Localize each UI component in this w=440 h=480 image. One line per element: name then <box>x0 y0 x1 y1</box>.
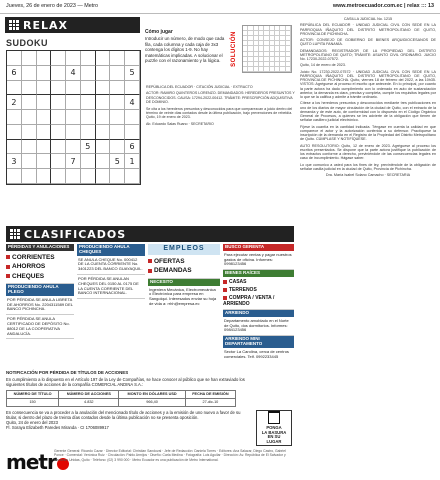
jobs-bullets <box>148 255 220 279</box>
metro-logo: metr <box>6 450 69 474</box>
sudoku-cell <box>96 66 111 81</box>
realestate-bullets <box>223 277 294 310</box>
notice-signature: Fl. Soraya Elizabeth Paredes Miranda · CI 1706089917 <box>6 425 109 430</box>
page-footer <box>6 448 294 476</box>
sudoku-cell <box>96 95 111 110</box>
sudoku-cell <box>22 154 37 169</box>
legal-paragraph: CASILLA JUDICIAL No. 1215 <box>343 17 393 21</box>
sudoku-cell: 4 <box>66 66 81 81</box>
sudoku-cell: 4 <box>125 95 140 110</box>
classified-ad: POR PÉRDIDA SE ANULAN CHEQUES DEL 0150 AL 0175 DE LA CUENTA CORRIENTE DEL BANCO INTERNACIONAL. <box>77 275 145 299</box>
sudoku-cell <box>81 110 96 125</box>
sudoku-cell <box>110 81 125 96</box>
empleos-heading: EMPLEOS <box>148 244 220 255</box>
notice-date: Quito, 24 de enero del 2023 <box>6 420 58 425</box>
bullet-item: OFERTAS <box>148 257 220 267</box>
notice-intro: En cumplimiento a lo dispuesto en el Artículo 197 de la Ley de Compañías, se hace conocer al público que se han extraviado los siguientes títulos de acciones de la compañía COMERCIAL ANDINA S.A.: <box>6 377 245 387</box>
legal-paragraph: REPÚBLICA DEL ECUADOR · UNIDAD JUDICIAL CIVIL CON SEDE EN LA PARROQUIA IÑAQUITO DEL DISTRITO METROPOLITANO DE QUITO, PROVINCIA DE PICHINCHA. <box>300 23 436 36</box>
howto-box <box>145 30 225 63</box>
sudoku-cell <box>37 51 52 66</box>
sudoku-cell <box>51 81 66 96</box>
citation-line: Ab. Eduardo Salas Ruano · SECRETARIO <box>146 121 214 126</box>
sudoku-cell <box>96 169 111 184</box>
header-site: www.metroecuador.com.ec | relax ::: 13 <box>332 3 434 9</box>
sudoku-cell <box>22 110 37 125</box>
table-cell: 150 <box>7 399 59 407</box>
table-cell: 4.832 <box>59 399 119 407</box>
cheques-heading: PRODUCIENDO AHULA CHEQUES <box>77 244 145 256</box>
sudoku-cell: 3 <box>7 154 22 169</box>
header-date: Jueves, 26 de enero de 2023 — Metro <box>6 3 98 9</box>
citation-line: REPÚBLICA DEL ECUADOR · CITACIÓN JUDICIAL · EXTRACTO <box>146 85 253 89</box>
notice-title: NOTIFICACIÓN POR PÉRDIDA DE TÍTULOS DE ACCIONES <box>6 370 129 375</box>
sudoku-cell: 7 <box>66 154 81 169</box>
sudoku-cell <box>110 51 125 66</box>
sudoku-cell <box>37 95 52 110</box>
bullet-icon <box>223 296 227 300</box>
citation-notice <box>146 85 296 128</box>
legal-paragraph: ACTOR: CONSEJO DE GOBIERNO DE BIENES ARQUIDIOCESANOS DE QUITO LUPITA FANANÍA. <box>300 38 436 47</box>
citation-line: ACTOR: RAMIRO QUINTEROS LORENZO. DEMANDADOS: HEREDEROS PRESUNTOS Y DESCONOCIDOS. CAUSA: 17294-2022-00412. TRÁMITE: PRESCRIPCIÓN ADQUISITIVA DE DOMINIO. <box>146 91 295 105</box>
poster-text: PONGA LA BASURA EN SU LUGAR <box>261 424 287 445</box>
arriendo-heading: ARRIENDO <box>223 310 294 317</box>
sudoku-cell <box>96 51 111 66</box>
column-header: NÚMERO DE TÍTULO <box>7 391 59 399</box>
sudoku-cell <box>7 110 22 125</box>
sudoku-cell <box>51 125 66 140</box>
page-header <box>0 0 440 14</box>
sudoku-cell <box>110 140 125 155</box>
bullet-icon <box>6 255 10 259</box>
column-header: MONTO EN DÓLARES USD <box>119 391 185 399</box>
solution-grid <box>242 25 292 73</box>
legal-signature: Dra. María Isabel Solano Camacho · SECRETARIA <box>325 173 411 177</box>
clasificados-title: CLASIFICADOS <box>24 227 127 241</box>
grid-icon <box>9 20 19 30</box>
sudoku-grid <box>6 50 141 185</box>
legal-paragraph: Quito, 14 de enero de 2023. <box>300 63 346 68</box>
bullet-item: COMPRA / VENTA / ARRIENDO <box>223 294 275 307</box>
sudoku-cell <box>7 51 22 66</box>
table-row <box>7 399 236 407</box>
legal-paragraph: AUTO RESOLUTORIO: Quito, 12 de enero de 2023. Agréguese al proceso los escritos presentados. Se dispone que la parte actora justifique la publicación de los extractos conforme a derecho, previniéndole de las consecuencias legales en caso de incumplimiento. Hágase saber. <box>300 143 436 161</box>
citation-line: Se cita a los herederos presuntos y desconocidos para que comparezcan a juicio dentro del término de veinte días contados desde la última publicación, bajo prevenciones de rebeldía. Quito, 19 de enero de 2023. <box>146 106 293 120</box>
sudoku-cell <box>66 81 81 96</box>
howto-title: Cómo jugar <box>145 29 173 35</box>
classified-ad: SE ANULA CHEQUE No. 000412 DE LA CUENTA CORRIENTE No. 3401223 DEL BANCO GUAYAQUIL. <box>77 256 145 275</box>
sudoku-cell <box>22 66 37 81</box>
bullet-item: AHORROS <box>6 262 74 272</box>
sudoku-cell <box>66 51 81 66</box>
sudoku-cell <box>81 51 96 66</box>
table-header-row <box>7 391 236 399</box>
legal-paragraph: Fíjese la cuantía en la cantidad indicada. Téngase en cuenta la calidad en que comparece el actor y la autorización conferida a su defensor. Practíquese la inscripción de la demanda en el Registro de la Propiedad del Distrito Metropolitano de Quito. CÚMPLASE Y NOTIFÍQUESE. <box>300 124 436 142</box>
relax-section-bar <box>5 17 140 33</box>
classified-column-jobs <box>148 244 220 309</box>
sudoku-cell <box>66 125 81 140</box>
sudoku-cell <box>51 95 66 110</box>
bullet-item: CORRIENTES <box>6 253 74 263</box>
sudoku-cell <box>22 125 37 140</box>
classified-ad: Departamento amoblado en el Norte de Quito, dos dormitorios. Informes: 0984123456 <box>223 317 294 336</box>
bullet-icon <box>6 274 10 278</box>
sudoku-cell <box>22 95 37 110</box>
sudoku-cell: 6 <box>125 140 140 155</box>
classified-column-realestate <box>223 244 294 361</box>
sudoku-cell: 2 <box>7 95 22 110</box>
solution-label: SOLUCIÓN <box>231 31 238 67</box>
sudoku-label: SUDOKU <box>6 38 49 48</box>
losses-bullets <box>6 251 74 285</box>
losses-subheading: PRODUCIENDO AHULA PLEGO <box>6 284 74 296</box>
job-ad-text: Ingeniera Mecánica, Electromecánica o Electrónica para empresa en Sangolquí. Interesados enviar su hoja de vida a: rrhh@empresa.ec <box>149 286 217 306</box>
sudoku-cell <box>110 169 125 184</box>
bullet-item: CASAS <box>223 278 294 286</box>
sudoku-cell <box>37 81 52 96</box>
sudoku-cell <box>51 51 66 66</box>
sudoku-cell <box>110 95 125 110</box>
sudoku-cell <box>7 125 22 140</box>
classified-ad: POR PÉRDIDA SE ANULA CERTIFICADO DE DEPÓSITO No. 88012 DE LA COOPERATIVA ANDALUCÍA. <box>6 315 74 339</box>
legal-paragraph: DEMANDADOS: REGISTRADOR DE LA PROPIEDAD DEL DISTRITO METROPOLITANO DE QUITO; TRÁMITE: ASUNTO CIVIL ORDINARIO. JUICIO No. 17230-2022-07572. <box>300 48 436 61</box>
sudoku-cell <box>7 169 22 184</box>
bullet-icon <box>148 259 152 263</box>
shares-table <box>6 390 236 407</box>
sudoku-cell <box>125 110 140 125</box>
bullet-icon <box>6 265 10 269</box>
sudoku-cell <box>22 140 37 155</box>
sudoku-cell <box>37 154 52 169</box>
legal-notice-column <box>300 17 436 179</box>
losses-heading: PÉRDIDAS Y ANULACIONES <box>6 244 74 251</box>
sudoku-cell <box>125 169 140 184</box>
sudoku-cell <box>51 66 66 81</box>
sudoku-cell: 5 <box>125 66 140 81</box>
legal-paragraph: Cítese a los herederos presuntos y desconocidos mediante tres publicaciones en uno de los diarios de mayor circulación de la ciudad de Quito, con el extracto de la demanda y de este auto, de conformidad con lo dispuesto en el Código Orgánico General de Procesos, a quienes se les advierte de la obligación que tienen de señalar casillero judicial electrónico. <box>300 101 436 123</box>
sudoku-cell <box>37 66 52 81</box>
clasificados-section-bar <box>6 226 294 242</box>
classified-ad: Para ejecutar ventas y pagar nuestros gastos de oficina. Informes: 0998123456 <box>223 251 294 270</box>
column-header: NÚMERO DE ACCIONES <box>59 391 119 399</box>
sudoku-cell <box>22 51 37 66</box>
sudoku-cell <box>125 51 140 66</box>
bullet-icon <box>223 288 227 292</box>
sudoku-cell <box>125 81 140 96</box>
sudoku-cell <box>81 81 96 96</box>
footer-credits: Gerente General: Ricardo Cazar · Director Editorial: Christian Sandoval · Jefe de Redacción: Daniela Torres · Editores: Ana Salazar, Diego Castro, Gabriel Ponce · Comercial: Verónica Ruiz · Circulación: Pablo Armijos · Diseño: Carla Medina · Fotografía: Luis Aguilar · Dirección: Av. República de El Salvador y Naciones Unidas, Quito · Teléfono: (02) 3 990 000 · Metro Ecuador es una publicación de Metro International. <box>54 449 286 462</box>
sudoku-cell <box>81 95 96 110</box>
bullet-item: CHEQUES <box>6 272 74 282</box>
sudoku-cell <box>66 140 81 155</box>
sudoku-cell <box>66 110 81 125</box>
sudoku-cell <box>96 140 111 155</box>
sudoku-cell <box>37 169 52 184</box>
sudoku-cell: 1 <box>125 154 140 169</box>
column-header: FECHA DE EMISIÓN <box>185 391 235 399</box>
sudoku-cell <box>110 66 125 81</box>
classified-column-cheques <box>77 244 145 299</box>
sudoku-cell: 5 <box>81 140 96 155</box>
table-cell: 27-dic-10 <box>185 399 235 407</box>
trash-bin-icon <box>268 411 280 424</box>
bullet-item: DEMANDAS <box>148 266 220 276</box>
sudoku-cell <box>96 81 111 96</box>
sudoku-cell <box>96 110 111 125</box>
sudoku-cell <box>7 140 22 155</box>
mini-dep-heading: ARRIENDO MINI DEPARTAMENTO <box>223 336 294 348</box>
legal-paragraph: Lo que comunico a usted para los fines de ley, previniéndole de la obligación de señalar casilla judicial en la ciudad de Quito, Provincia de Pichincha. <box>300 162 436 171</box>
sudoku-cell <box>96 125 111 140</box>
sudoku-cell <box>81 154 96 169</box>
classified-ad: Sector La Carolina, cerca de centros comerciales. Telf. 0992233445 <box>224 348 289 359</box>
sudoku-cell <box>125 125 140 140</box>
sudoku-cell <box>37 125 52 140</box>
sudoku-cell: 5 <box>110 154 125 169</box>
solution-label-wrap <box>228 28 240 70</box>
sudoku-cell <box>81 169 96 184</box>
sudoku-cell <box>22 81 37 96</box>
sudoku-cell <box>66 95 81 110</box>
sudoku-cell: 6 <box>7 66 22 81</box>
share-loss-notice <box>6 370 246 430</box>
relax-title: RELAX <box>23 18 68 32</box>
bullet-item: TERRENOS <box>223 286 294 294</box>
sudoku-cell <box>110 110 125 125</box>
sudoku-cell <box>110 125 125 140</box>
busco-heading: BUSCO GERENTA <box>223 244 294 251</box>
job-ad-heading: NECESITO <box>148 279 220 286</box>
sudoku-cell <box>96 154 111 169</box>
classified-column-losses <box>6 244 74 339</box>
legal-paragraph: Juicio No. 17230-2022-07572 · UNIDAD JUDICIAL CIVIL CON SEDE EN LA PARROQUIA IÑAQUITO DEL DISTRITO METROPOLITANO DE QUITO, PROVINCIA DE PICHINCHA. Quito, viernes 18 de febrero del 2022, a las 10h35. VISTOS: Agréguese al proceso el escrito que antecede. En lo principal, por cuanto la parte actora ha dado cumplimiento con lo ordenado en auto de sustanciación anterior, la demanda es clara, precisa y completa, cumple los requisitos legales por lo que se la califica y admite a trámite ordinario. <box>300 69 436 99</box>
sudoku-cell <box>37 140 52 155</box>
trash-poster <box>256 410 292 446</box>
sudoku-cell <box>37 110 52 125</box>
sudoku-cell <box>51 169 66 184</box>
sudoku-cell <box>51 154 66 169</box>
bullet-icon <box>148 269 152 273</box>
sudoku-cell <box>51 110 66 125</box>
sudoku-cell <box>51 140 66 155</box>
bullet-icon <box>223 280 227 284</box>
sudoku-cell <box>7 81 22 96</box>
sudoku-cell <box>22 169 37 184</box>
sudoku-cell <box>66 169 81 184</box>
bienes-heading: BIENES RAÍCES <box>223 270 294 277</box>
sudoku-cell <box>81 125 96 140</box>
classified-ad: POR PÉRDIDA SE ANULA LIBRETA DE AHORROS No. 2204311589 DEL BANCO PICHINCHA. <box>6 296 74 315</box>
sudoku-cell <box>81 66 96 81</box>
table-cell: 966,40 <box>119 399 185 407</box>
howto-text: Introducir un número, de modo que cada fila, cada columna y cada caja de 3x3 contenga los dígitos 1-9. No hay matemáticas implicadas. A solucionar el puzzle con el razonamiento y la lógica. <box>145 36 225 64</box>
solution-cell <box>286 67 291 72</box>
grid-icon <box>10 229 20 239</box>
notice-closing: En consecuencia se va a proceder a la anulación del mencionado título de acciones y a la emisión de uno nuevo a favor de su titular, si dentro del plazo de treinta días contados desde la última publicación no se presenta oposición. <box>6 410 241 420</box>
